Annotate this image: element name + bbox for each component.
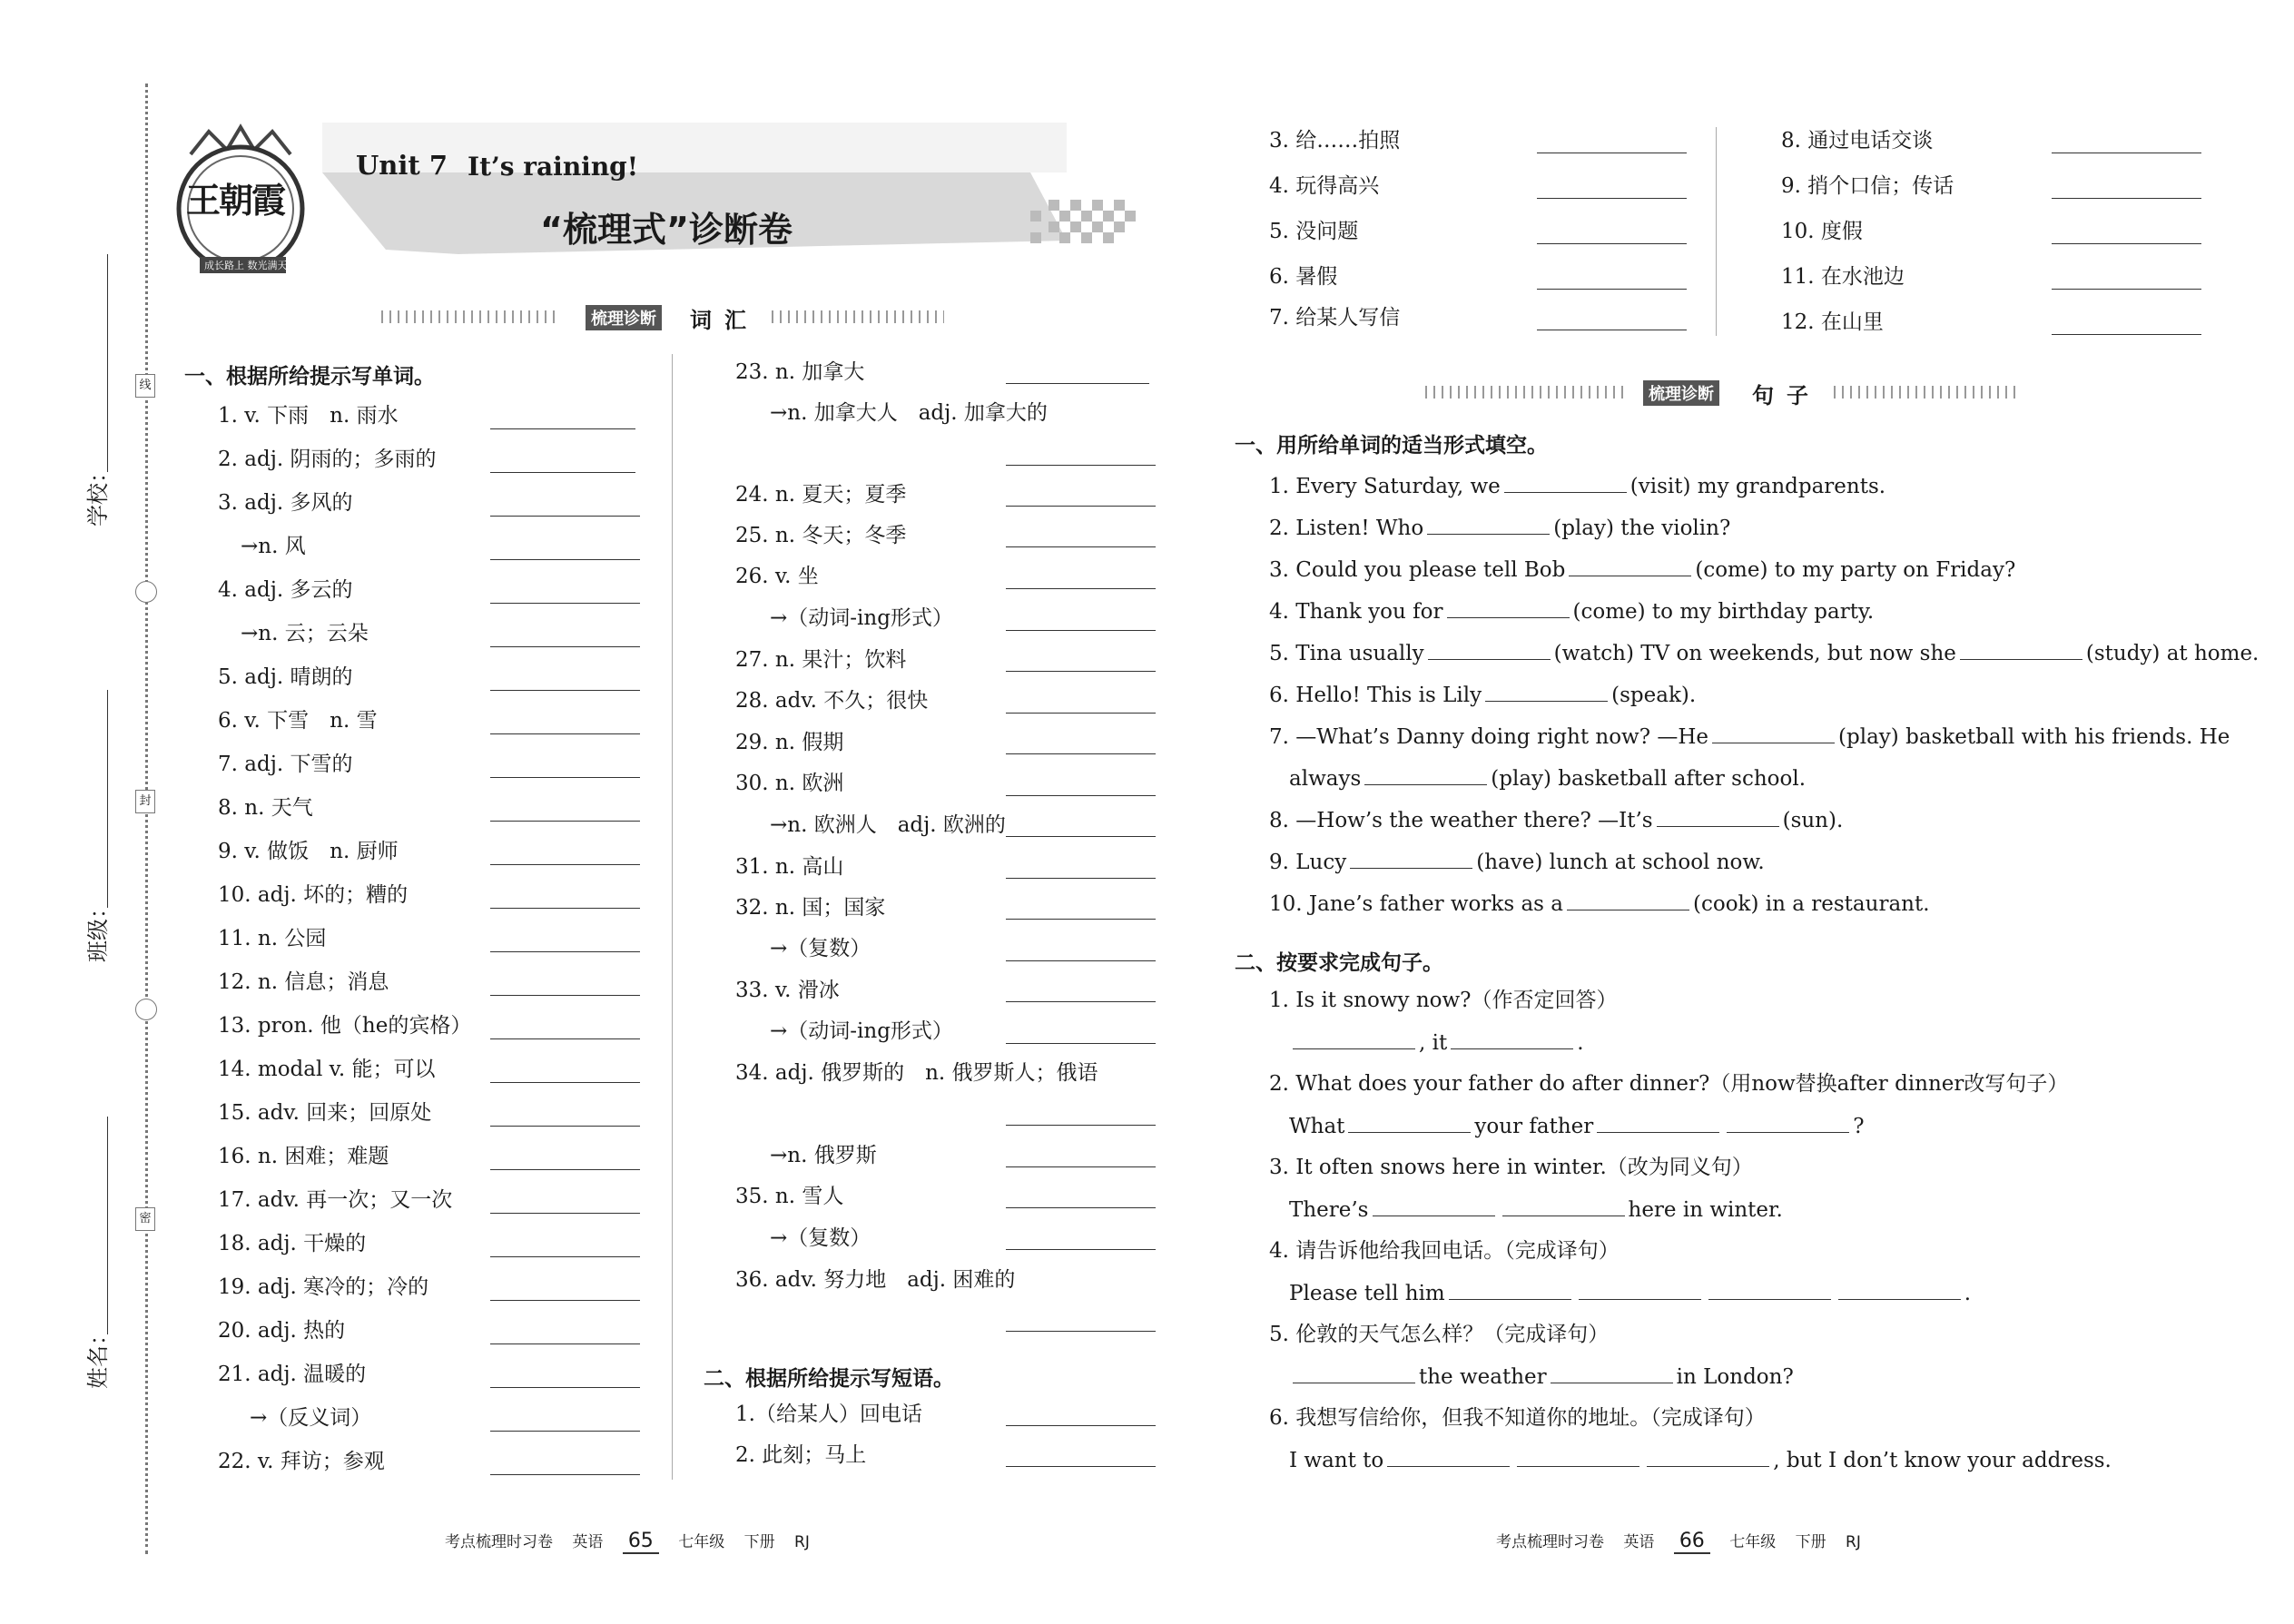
list-item: 4. adj. 多云的 bbox=[218, 578, 353, 602]
sentence-section-bar bbox=[1425, 380, 2061, 408]
footer-left bbox=[445, 1529, 810, 1552]
list-item: 9. v. 做饭 n. 厨师 bbox=[218, 840, 399, 863]
list-item: 31. n. 高山 bbox=[735, 855, 844, 879]
item-text: What bbox=[1289, 1115, 1345, 1138]
binding-mark-secret: 密 bbox=[135, 1207, 155, 1231]
answer-blank[interactable] bbox=[1579, 1279, 1701, 1300]
list-item: 13. pron. 他（he的宾格） bbox=[218, 1014, 472, 1038]
answer-blank[interactable] bbox=[490, 1387, 640, 1388]
answer-blank[interactable] bbox=[490, 1126, 640, 1127]
list-item: 23. n. 加拿大 bbox=[735, 360, 865, 384]
vocab-ticks-left bbox=[381, 310, 558, 323]
answer-blank[interactable] bbox=[1537, 198, 1687, 199]
list-item: →n. 欧洲人 adj. 欧洲的 bbox=[770, 813, 1006, 837]
sentence-ticks-right bbox=[1834, 386, 2015, 399]
vocab-section-bar bbox=[381, 305, 808, 333]
answer-blank[interactable] bbox=[1451, 1029, 1573, 1049]
column-divider bbox=[672, 354, 673, 1480]
list-item: Please tell him . bbox=[1289, 1279, 1971, 1307]
list-item: , it . bbox=[1289, 1029, 1584, 1057]
answer-blank[interactable] bbox=[1708, 1279, 1831, 1300]
answer-blank[interactable] bbox=[1006, 836, 1156, 837]
item-text: ? bbox=[1853, 1115, 1865, 1138]
list-item: 8. n. 天气 bbox=[218, 796, 313, 820]
item-text: always bbox=[1289, 767, 1362, 791]
answer-blank[interactable] bbox=[490, 1038, 640, 1039]
answer-blank[interactable] bbox=[1006, 753, 1156, 754]
list-item: 16. n. 困难；难题 bbox=[218, 1145, 389, 1168]
footer-volume: 下册 bbox=[743, 1533, 775, 1551]
item-text: (come) to my birthday party. bbox=[1572, 600, 1875, 624]
phrase-divider bbox=[1716, 127, 1717, 336]
binding-mark-line: 线 bbox=[135, 374, 155, 398]
list-item: 30. n. 欧洲 bbox=[735, 772, 844, 795]
list-item: 19. adj. 寒冷的；冷的 bbox=[218, 1275, 429, 1299]
answer-blank[interactable] bbox=[1348, 1112, 1471, 1133]
list-item bbox=[1289, 1363, 1794, 1391]
answer-blank[interactable] bbox=[1449, 1279, 1571, 1300]
answer-blank[interactable] bbox=[490, 690, 640, 691]
phrase-item: 7. 给某人写信 bbox=[1269, 306, 1401, 330]
answer-blank[interactable] bbox=[1006, 1001, 1156, 1002]
phrase-item: 8. 通过电话交谈 bbox=[1781, 129, 1934, 153]
binding-solid-line-2 bbox=[107, 690, 108, 908]
item-text: 1. Every Saturday, we bbox=[1269, 475, 1501, 498]
answer-blank[interactable] bbox=[490, 951, 640, 952]
vocab-tag: 梳理诊断 bbox=[586, 305, 662, 330]
list-item: 1. v. 下雨 n. 雨水 bbox=[218, 404, 399, 428]
page-number-left: 65 bbox=[623, 1530, 659, 1554]
answer-blank[interactable] bbox=[1006, 546, 1156, 547]
answer-blank[interactable] bbox=[1447, 597, 1570, 618]
answer-blank[interactable] bbox=[1537, 289, 1687, 290]
binding-circle-2 bbox=[135, 999, 157, 1020]
answer-blank[interactable] bbox=[490, 1082, 640, 1083]
answer-blank[interactable] bbox=[1485, 681, 1608, 702]
item-text: 9. Lucy bbox=[1269, 851, 1347, 874]
vocab-ticks-right bbox=[772, 310, 944, 323]
answer-blank[interactable] bbox=[490, 777, 640, 778]
answer-blank[interactable] bbox=[1006, 878, 1156, 879]
answer-blank[interactable] bbox=[490, 864, 640, 865]
list-item: →n. 云；云朵 bbox=[241, 622, 369, 645]
list-item: 11. n. 公园 bbox=[218, 927, 327, 950]
answer-blank[interactable] bbox=[1551, 1363, 1673, 1383]
paper-title: “梳理式”诊断卷 bbox=[540, 210, 793, 250]
item-text: here in winter. bbox=[1628, 1198, 1783, 1222]
answer-blank[interactable] bbox=[2052, 198, 2201, 199]
answer-blank[interactable] bbox=[1293, 1363, 1415, 1383]
item-text: I want to bbox=[1289, 1449, 1384, 1472]
list-item bbox=[1269, 556, 2015, 584]
sentence-part2-heading: 二、按要求完成句子。 bbox=[1235, 951, 1443, 975]
phrase-item: 11. 在水池边 bbox=[1781, 265, 1905, 289]
list-item: 27. n. 果汁；饮料 bbox=[735, 648, 907, 672]
logo-subtext: 成长路上 数光满天 bbox=[204, 260, 288, 271]
answer-blank[interactable] bbox=[490, 995, 640, 996]
item-text: (play) basketball with his friends. He bbox=[1838, 725, 2230, 749]
list-item: →（反义词） bbox=[250, 1406, 372, 1430]
list-item: 22. v. 拜访；参观 bbox=[218, 1450, 385, 1473]
answer-blank[interactable] bbox=[490, 1343, 640, 1344]
answer-blank[interactable] bbox=[1428, 639, 1551, 660]
item-text: There’s bbox=[1289, 1198, 1369, 1222]
list-item bbox=[1269, 723, 2230, 751]
list-item: →n. 加拿大人 adj. 加拿大的 bbox=[770, 401, 1048, 425]
list-item: 36. adv. 努力地 adj. 困难的 bbox=[735, 1268, 1016, 1292]
answer-blank[interactable] bbox=[1537, 243, 1687, 244]
answer-blank[interactable] bbox=[490, 1256, 640, 1257]
vocab-part2-heading: 二、根据所给提示写短语。 bbox=[704, 1367, 954, 1391]
answer-blank[interactable] bbox=[490, 516, 640, 517]
footer-subject: 英语 bbox=[1623, 1533, 1655, 1551]
item-text: (cook) in a restaurant. bbox=[1693, 892, 1930, 916]
list-item: 24. n. 夏天；夏季 bbox=[735, 483, 907, 507]
phrase-item: 1.（给某人）回电话 bbox=[735, 1403, 922, 1426]
phrase-item: 12. 在山里 bbox=[1781, 310, 1884, 334]
list-item: 6. v. 下雪 n. 雪 bbox=[218, 709, 378, 733]
answer-blank[interactable] bbox=[1006, 713, 1156, 714]
sentence-part1-heading: 一、用所给单词的适当形式填空。 bbox=[1235, 434, 1548, 458]
list-item: 34. adj. 俄罗斯的 n. 俄罗斯人；俄语 bbox=[735, 1061, 1098, 1085]
answer-blank[interactable] bbox=[490, 472, 635, 473]
answer-blank[interactable] bbox=[1006, 1125, 1156, 1126]
sentence-ticks-left bbox=[1425, 386, 1625, 399]
vocab-part1-heading: 一、根据所给提示写单词。 bbox=[184, 365, 435, 389]
answer-blank[interactable] bbox=[1427, 514, 1550, 535]
answer-blank[interactable] bbox=[1387, 1446, 1510, 1467]
answer-blank[interactable] bbox=[2052, 243, 2201, 244]
answer-blank[interactable] bbox=[2052, 334, 2201, 335]
list-item: 35. n. 雪人 bbox=[735, 1185, 844, 1208]
item-text: in London? bbox=[1676, 1365, 1794, 1389]
answer-blank[interactable] bbox=[490, 1213, 640, 1214]
list-item bbox=[1289, 764, 1806, 792]
list-item: 10. adj. 坏的；糟的 bbox=[218, 883, 409, 907]
sentence-tag: 梳理诊断 bbox=[1643, 380, 1719, 406]
item-text: , it bbox=[1419, 1031, 1448, 1055]
answer-blank[interactable] bbox=[490, 603, 640, 604]
list-item: →n. 俄罗斯 bbox=[770, 1144, 877, 1167]
answer-blank[interactable] bbox=[1567, 890, 1689, 910]
list-item bbox=[1269, 514, 1730, 542]
footer-grade: 七年级 bbox=[1729, 1533, 1777, 1551]
answer-blank[interactable] bbox=[1504, 472, 1627, 493]
binding-solid-line-3 bbox=[107, 1117, 108, 1334]
footer-series: 考点梳理时习卷 bbox=[1496, 1533, 1604, 1551]
footer-right bbox=[1496, 1529, 1861, 1552]
answer-blank[interactable] bbox=[1373, 1196, 1495, 1216]
list-item bbox=[1289, 1112, 1865, 1140]
answer-blank[interactable] bbox=[1006, 588, 1156, 589]
footer-grade: 七年级 bbox=[678, 1533, 725, 1551]
answer-blank[interactable] bbox=[1006, 795, 1156, 796]
footer-volume: 下册 bbox=[1795, 1533, 1826, 1551]
answer-blank[interactable] bbox=[1006, 1466, 1156, 1467]
item-text: (have) lunch at school now. bbox=[1476, 851, 1765, 874]
answer-blank[interactable] bbox=[1006, 960, 1156, 961]
list-item bbox=[1269, 848, 1765, 876]
list-item: 5. 伦敦的天气怎么样？（完成译句） bbox=[1269, 1323, 1610, 1346]
binding-solid-line-1 bbox=[107, 254, 108, 472]
answer-blank[interactable] bbox=[490, 1169, 640, 1170]
list-item: 2. What does your father do after dinner?（用now替换after dinner改写句子） bbox=[1269, 1072, 2069, 1096]
list-item: 21. adj. 温暖的 bbox=[218, 1363, 367, 1386]
footer-series: 考点梳理时习卷 bbox=[445, 1533, 553, 1551]
list-item: →（复数） bbox=[770, 937, 871, 960]
answer-blank[interactable] bbox=[490, 559, 640, 560]
phrase-item: 2. 此刻；马上 bbox=[735, 1443, 867, 1467]
item-text: (play) the violin? bbox=[1553, 517, 1731, 540]
item-text: 8. —How’s the weather there? —It’s bbox=[1269, 809, 1653, 832]
answer-blank[interactable] bbox=[1647, 1446, 1769, 1467]
item-text: 4. Thank you for bbox=[1269, 600, 1443, 624]
list-item: 1. Is it snowy now?（作否定回答） bbox=[1269, 989, 1618, 1012]
class-label: 班级： bbox=[85, 897, 111, 962]
item-text: Please tell him bbox=[1289, 1282, 1445, 1305]
list-item bbox=[1289, 1446, 2112, 1474]
item-text: (visit) my grandparents. bbox=[1629, 475, 1886, 498]
list-item: 28. adv. 不久；很快 bbox=[735, 689, 929, 713]
list-item: →n. 风 bbox=[241, 535, 306, 558]
answer-blank[interactable] bbox=[490, 1474, 640, 1475]
list-item: 3. It often snows here in winter.（改为同义句） bbox=[1269, 1156, 1753, 1179]
item-text: (come) to my party on Friday? bbox=[1695, 558, 2016, 582]
phrase-item: 5. 没问题 bbox=[1269, 220, 1359, 243]
list-item bbox=[1269, 806, 1843, 834]
list-item: 3. adj. 多风的 bbox=[218, 491, 353, 515]
unit-number: Unit 7 bbox=[356, 150, 448, 181]
list-item: 15. adv. 回来；回原处 bbox=[218, 1101, 432, 1125]
answer-blank[interactable] bbox=[2052, 289, 2201, 290]
item-text: the weather bbox=[1419, 1365, 1547, 1389]
footer-edition: RJ bbox=[1846, 1533, 1861, 1551]
answer-blank[interactable] bbox=[1657, 806, 1779, 827]
answer-blank[interactable] bbox=[1006, 506, 1156, 507]
list-item: 17. adv. 再一次；又一次 bbox=[218, 1188, 453, 1212]
item-text: 6. Hello! This is Lily bbox=[1269, 684, 1482, 707]
list-item: 6. 我想写信给你，但我不知道你的地址。（完成译句） bbox=[1269, 1406, 1766, 1430]
footer-edition: RJ bbox=[794, 1533, 810, 1551]
list-item: →（复数） bbox=[770, 1226, 871, 1250]
list-item: 7. adj. 下雪的 bbox=[218, 753, 353, 776]
list-item: 2. adj. 阴雨的；多雨的 bbox=[218, 448, 437, 471]
answer-blank[interactable] bbox=[490, 821, 640, 822]
list-item bbox=[1269, 890, 1930, 918]
item-text: 3. Could you please tell Bob bbox=[1269, 558, 1566, 582]
answer-blank[interactable] bbox=[490, 646, 640, 647]
answer-blank[interactable] bbox=[1006, 919, 1156, 920]
answer-blank[interactable] bbox=[1502, 1196, 1625, 1216]
list-item: 33. v. 滑冰 bbox=[735, 979, 840, 1002]
school-label: 学校： bbox=[85, 461, 111, 527]
item-text: 10. Jane’s father works as a bbox=[1269, 892, 1563, 916]
answer-blank[interactable] bbox=[490, 428, 635, 429]
answer-blank[interactable] bbox=[1597, 1112, 1719, 1133]
phrase-item: 10. 度假 bbox=[1781, 220, 1863, 243]
answer-blank[interactable] bbox=[1006, 671, 1156, 672]
answer-blank[interactable] bbox=[1006, 1043, 1156, 1044]
phrase-item: 9. 捎个口信；传话 bbox=[1781, 174, 1954, 198]
answer-blank[interactable] bbox=[1006, 465, 1156, 466]
list-item: 5. adj. 晴朗的 bbox=[218, 665, 353, 689]
footer-subject: 英语 bbox=[572, 1533, 604, 1551]
answer-blank[interactable] bbox=[1960, 639, 2082, 660]
answer-blank[interactable] bbox=[1838, 1279, 1961, 1300]
list-item: 4. 请告诉他给我回电话。（完成译句） bbox=[1269, 1239, 1620, 1263]
phrase-item: 3. 给……拍照 bbox=[1269, 129, 1401, 153]
item-text: 7. —What’s Danny doing right now? —He bbox=[1269, 725, 1709, 749]
answer-blank[interactable] bbox=[1727, 1112, 1849, 1133]
item-text: 2. Listen! Who bbox=[1269, 517, 1424, 540]
phrase-item: 6. 暑假 bbox=[1269, 265, 1338, 289]
list-item bbox=[1269, 681, 1696, 709]
answer-blank[interactable] bbox=[490, 1300, 640, 1301]
list-item: →（动词-ing形式） bbox=[770, 1019, 953, 1043]
item-text: your father bbox=[1474, 1115, 1594, 1138]
list-item: 26. v. 坐 bbox=[735, 565, 819, 588]
answer-blank[interactable] bbox=[1350, 848, 1472, 869]
list-item: 25. n. 冬天；冬季 bbox=[735, 524, 907, 547]
answer-blank[interactable] bbox=[1293, 1029, 1415, 1049]
binding-mark-seal: 封 bbox=[135, 790, 155, 813]
answer-blank[interactable] bbox=[1006, 630, 1156, 631]
answer-blank[interactable] bbox=[1006, 1249, 1156, 1250]
answer-blank[interactable] bbox=[490, 908, 640, 909]
unit-title: It’s raining! bbox=[468, 152, 639, 182]
list-item: 14. modal v. 能；可以 bbox=[218, 1058, 436, 1081]
list-item: 12. n. 信息；消息 bbox=[218, 970, 389, 994]
logo-text: 王朝霞 bbox=[186, 180, 285, 221]
answer-blank[interactable] bbox=[490, 733, 640, 734]
item-text: (sun). bbox=[1782, 809, 1844, 832]
answer-blank[interactable] bbox=[1006, 1207, 1156, 1208]
binding-circle-1 bbox=[135, 581, 157, 603]
list-item bbox=[1289, 1196, 1783, 1224]
item-text: (play) basketball after school. bbox=[1491, 767, 1807, 791]
list-item: 32. n. 国；国家 bbox=[735, 896, 886, 920]
list-item bbox=[1269, 639, 2259, 667]
item-text: (watch) TV on weekends, but now she bbox=[1553, 642, 1956, 665]
name-label: 姓名： bbox=[85, 1324, 111, 1389]
item-text: 5. Tina usually bbox=[1269, 642, 1424, 665]
answer-blank[interactable] bbox=[1006, 1166, 1156, 1167]
vocab-title: 词汇 bbox=[690, 308, 759, 333]
phrase-item: 4. 玩得高兴 bbox=[1269, 174, 1380, 198]
list-item: 20. adj. 热的 bbox=[218, 1319, 346, 1343]
binding-dotted-line bbox=[145, 84, 148, 1554]
answer-blank[interactable] bbox=[1006, 1331, 1156, 1332]
page-number-right: 66 bbox=[1674, 1530, 1710, 1554]
answer-blank[interactable] bbox=[1006, 1425, 1156, 1426]
answer-blank[interactable] bbox=[1364, 764, 1487, 785]
answer-blank[interactable] bbox=[1517, 1446, 1639, 1467]
answer-blank[interactable] bbox=[1569, 556, 1691, 576]
item-text: (study) at home. bbox=[2085, 642, 2260, 665]
sentence-title: 句子 bbox=[1752, 383, 1821, 408]
list-item: 18. adj. 干燥的 bbox=[218, 1232, 367, 1255]
answer-blank[interactable] bbox=[1712, 723, 1835, 743]
list-item: 29. n. 假期 bbox=[735, 731, 844, 754]
answer-blank[interactable] bbox=[490, 1431, 640, 1432]
item-text: (speak). bbox=[1611, 684, 1697, 707]
item-text: , but I don’t know your address. bbox=[1773, 1449, 2112, 1472]
list-item bbox=[1269, 597, 1874, 625]
answer-blank[interactable] bbox=[1006, 383, 1149, 384]
list-item bbox=[1269, 472, 1885, 500]
list-item: →（动词-ing形式） bbox=[770, 606, 953, 630]
